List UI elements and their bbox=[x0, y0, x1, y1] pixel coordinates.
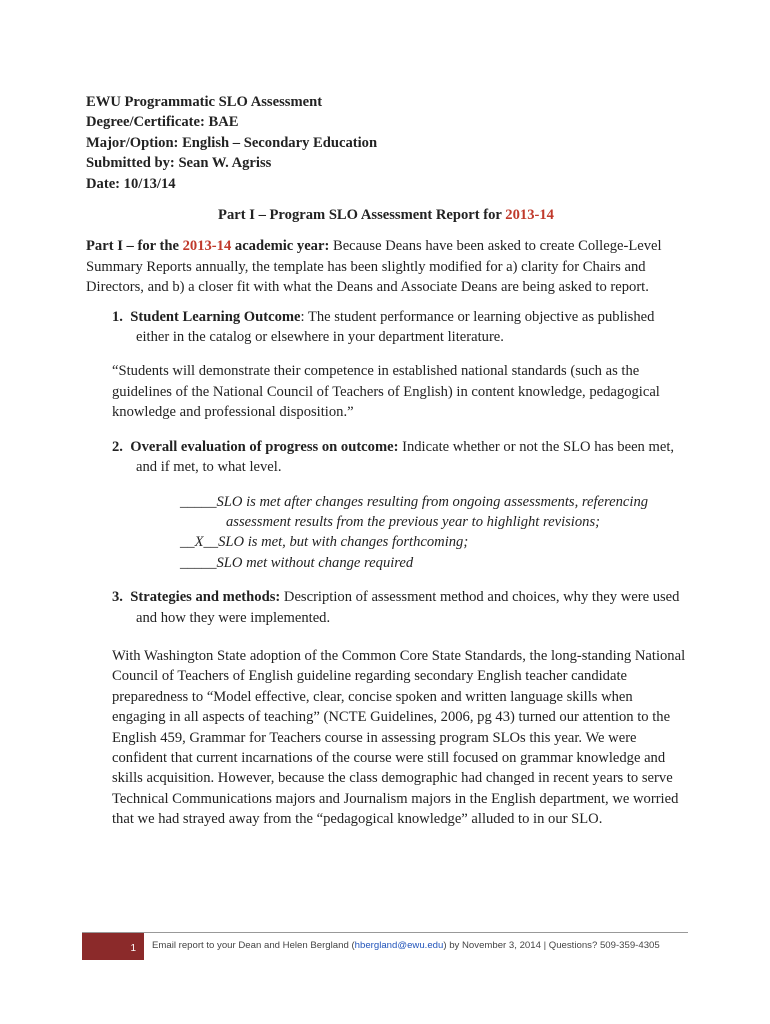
list-item-student-learning-outcome bbox=[86, 307, 686, 348]
footer-text-after: ) by November 3, 2014 | Questions? 509-359-4305 bbox=[443, 940, 660, 951]
item3-title: Strategies and methods: bbox=[130, 589, 281, 606]
list-item-overall-evaluation bbox=[86, 437, 686, 478]
part-title bbox=[86, 205, 686, 225]
checklist-option-met-after-changes: _____SLO is met after changes resulting from ongoing assessments, referencing assessment results from the previous year to highlight revisions; bbox=[180, 493, 649, 530]
document-body bbox=[86, 92, 686, 830]
header-major: Major/Option: English – Secondary Education bbox=[86, 134, 378, 151]
item3-number: 3. bbox=[112, 589, 123, 606]
page-number: 1 bbox=[82, 933, 144, 960]
item3-text: Description of assessment method and choices, why they were used and how they were implemented. bbox=[136, 589, 680, 626]
header-submitted-by: Submitted by: Sean W. Agriss bbox=[86, 155, 272, 172]
intro-lead bbox=[86, 238, 329, 254]
intro-lead-year: 2013-14 bbox=[182, 238, 232, 255]
part-title-year: 2013-14 bbox=[505, 207, 554, 224]
checklist-option-met-no-change: _____SLO met without change required bbox=[180, 554, 414, 571]
footer-text bbox=[152, 940, 660, 951]
header-degree: Degree/Certificate: BAE bbox=[86, 114, 239, 131]
item2-text: Indicate whether or not the SLO has been met, and if met, to what level. bbox=[136, 438, 675, 476]
footer-email-link[interactable]: hbergland@ewu.edu bbox=[354, 940, 444, 951]
header-title: EWU Programmatic SLO Assessment bbox=[86, 94, 323, 110]
intro-text: Because Deans have been asked to create College-Level Summary Reports annually, the template has been slightly modified for a) clarity for Chairs and Directors, and b) a closer fit with what the Deans and Associate Deans are being asked to report. bbox=[86, 238, 662, 296]
item1-text: : The student performance or learning objective as published either in the catalog or elsewhere in your department literature. bbox=[136, 308, 655, 346]
intro-lead-prefix: Part I – for the bbox=[86, 238, 183, 255]
item2-number: 2. bbox=[112, 438, 123, 455]
evaluation-checklist bbox=[86, 492, 686, 574]
item2-title: Overall evaluation of progress on outcome: bbox=[130, 438, 399, 455]
page-footer bbox=[82, 932, 688, 960]
slo-quote: “Students will demonstrate their competence in established national standards (such as the guidelines of the National Council of Teachers of English) in content knowledge, pedagogical knowledge and professional disposition.” bbox=[112, 363, 660, 421]
strategies-paragraph: With Washington State adoption of the Common Core State Standards, the long-standing National Council of Teachers of English guideline regarding secondary English teacher candidate preparedness to “Model effective, clear, concise spoken and written language skills when engaging in all aspects of teaching” (NCTE Guidelines, 2006, pg 43) turned our attention to the English 459, Grammar for Teachers course in assessing program SLOs this year. We were confident that current incarnations of the course were still focused on grammar knowledge and skills acquisition. However, because the class demographic had changed in recent years to serve Technical Communications majors and Journalism majors in the English department, we worried that we had strayed away from the “pedagogical knowledge” alluded to in our SLO. bbox=[112, 647, 686, 828]
intro-paragraph bbox=[86, 236, 686, 297]
list-item-strategies-methods bbox=[86, 587, 686, 628]
checklist-option-met-changes-forthcoming: __X__SLO is met, but with changes forthcoming; bbox=[180, 534, 469, 551]
intro-lead-suffix: academic year: bbox=[231, 238, 330, 255]
footer-divider bbox=[82, 932, 688, 933]
footer-text-before: Email report to your Dean and Helen Bergland ( bbox=[152, 940, 355, 951]
part-title-prefix: Part I – Program SLO Assessment Report for bbox=[218, 207, 506, 224]
item1-title: Student Learning Outcome bbox=[130, 308, 301, 325]
item1-number: 1. bbox=[112, 308, 123, 325]
header-date: Date: 10/13/14 bbox=[86, 175, 176, 192]
